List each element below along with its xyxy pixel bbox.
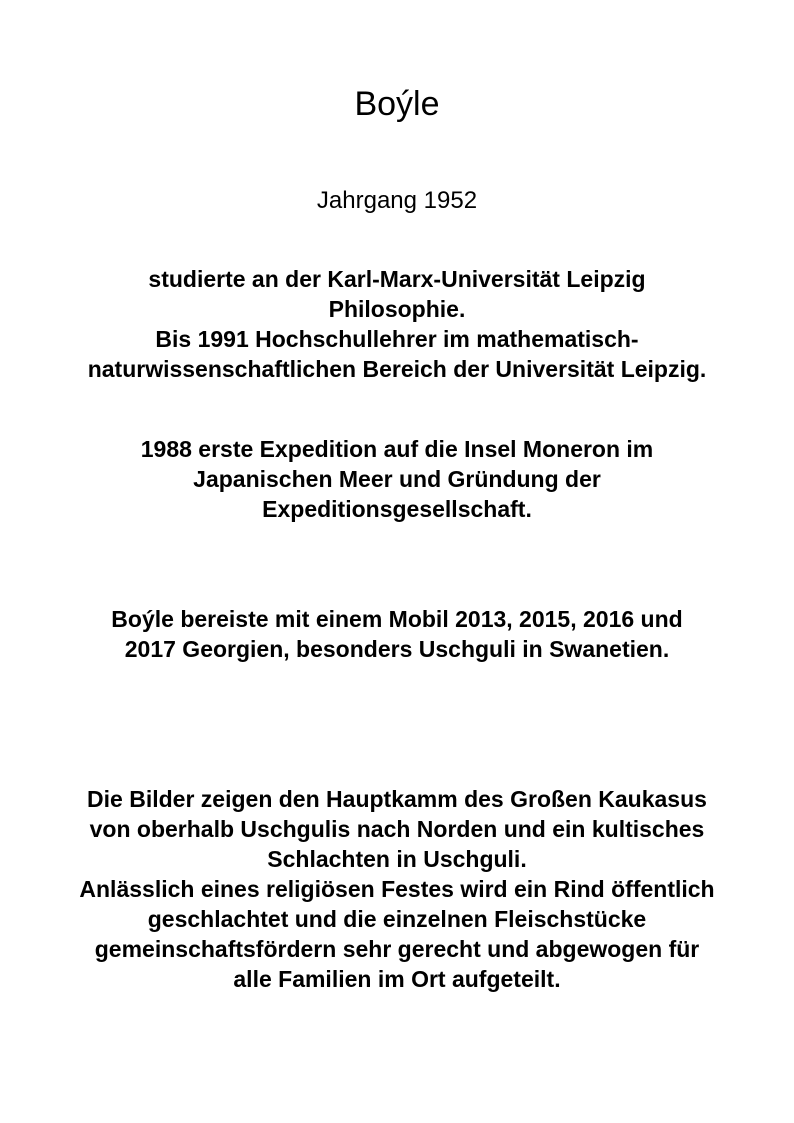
birth-year: Jahrgang 1952 xyxy=(316,187,478,214)
expedition-text: 1988 erste Expedition auf die Insel Moneron im Japanischen Meer und Gründung der Expeditionsgesellschaft. xyxy=(140,436,654,522)
bio-study-text: studierte an der Karl-Marx-Universität Leipzig Philosophie. xyxy=(148,266,646,322)
images-section xyxy=(30,784,764,994)
images-description-text: Die Bilder zeigen den Hauptkamm des Großen Kaukasus von oberhalb Uschgulis nach Norden und ein kultisches Schlachten in Uschguli. xyxy=(87,786,707,872)
travel-section xyxy=(30,604,764,664)
festival-description-text: Anlässlich eines religiösen Festes wird ein Rind öffentlich geschlachtet und die einzelnen Fleischstücke gemeinschaftsfördern sehr gerecht und abgewogen für alle Familien im Ort aufgeteilt. xyxy=(79,876,715,992)
expedition-section xyxy=(30,434,764,524)
bio-section xyxy=(30,264,764,384)
travel-text: Boýle bereiste mit einem Mobil 2013, 2015, 2016 und 2017 Georgien, besonders Uschguli in Swanetien. xyxy=(111,606,683,662)
page-title: Boýle xyxy=(354,85,440,123)
bio-career-text: Bis 1991 Hochschullehrer im mathematisch- naturwissenschaftlichen Bereich der Universität Leipzig. xyxy=(87,326,707,382)
